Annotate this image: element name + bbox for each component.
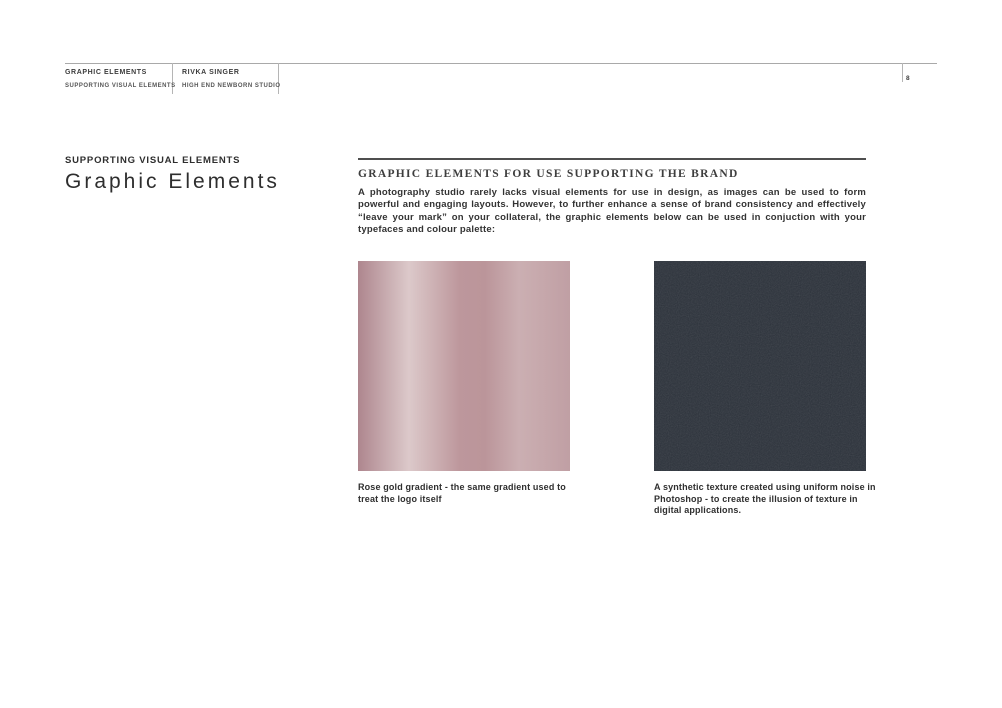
header-subsection-name: SUPPORTING VISUAL ELEMENTS <box>65 83 176 89</box>
intro-paragraph: A photography studio rarely lacks visual elements for use in design, as images can be used to form powerful and engaging layouts. However, to further enhance a sense of brand consistency and effectively “leave your mark” on your collateral, the graphic elements below can be used in conjuction with your typefaces and colour palette: <box>358 187 866 235</box>
main-content <box>358 158 876 517</box>
noise-texture-swatch <box>654 261 866 471</box>
header-brand-name: RIVKA SINGER <box>182 69 240 76</box>
header-top-rule <box>65 63 937 64</box>
header-brand-tagline: HIGH END NEWBORN STUDIO <box>182 83 281 89</box>
header-section-title <box>65 69 176 90</box>
intro-eyebrow: SUPPORTING VISUAL ELEMENTS <box>65 155 241 166</box>
swatch-row <box>358 261 876 517</box>
intro-block <box>65 155 280 194</box>
swatch-cell-noise-texture <box>654 261 876 517</box>
page-number: 8 <box>906 75 910 82</box>
main-heading: GRAPHIC ELEMENTS FOR USE SUPPORTING THE BRAND <box>358 168 739 180</box>
noise-texture-caption: A synthetic texture created using uniform noise in Photoshop - to create the illusion of texture in digital applications. <box>654 482 876 516</box>
heading-rule <box>358 158 866 160</box>
swatch-cell-rose-gold <box>358 261 570 517</box>
header-divider-3 <box>902 63 903 82</box>
header-brand-block <box>182 69 281 90</box>
page-title: Graphic Elements <box>65 170 280 193</box>
rose-gold-caption: Rose gold gradient - the same gradient used to treat the logo itself <box>358 482 566 504</box>
rose-gold-swatch <box>358 261 570 471</box>
header-section-name: GRAPHIC ELEMENTS <box>65 69 147 76</box>
noise-texture-overlay <box>654 261 866 471</box>
